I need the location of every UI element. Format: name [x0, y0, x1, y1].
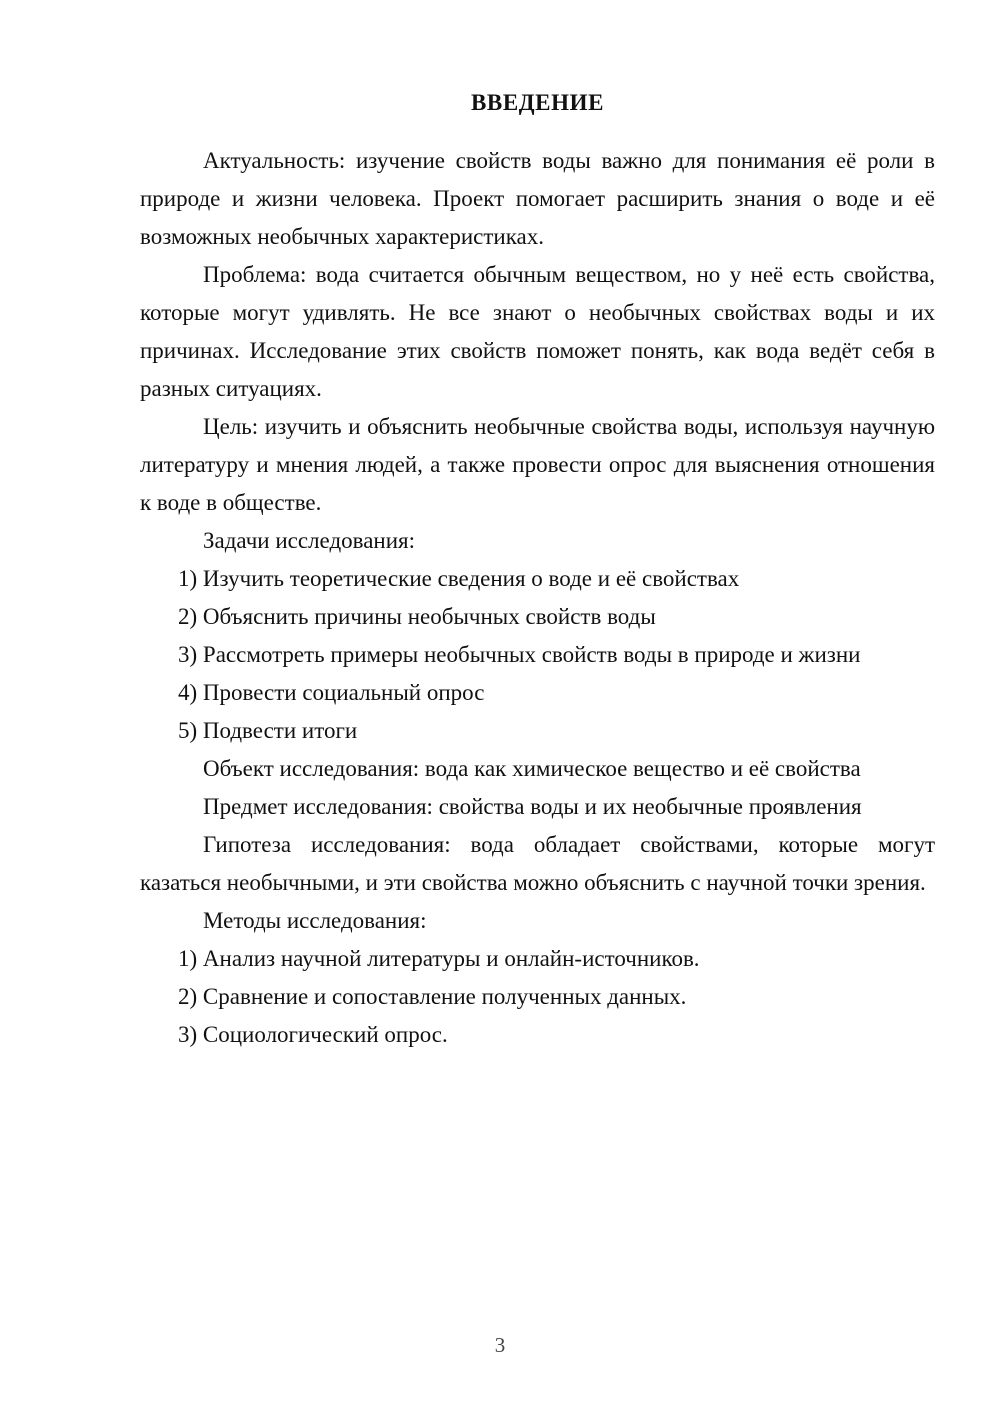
document-body — [140, 88, 935, 1054]
list-item: 2) Объяснить причины необычных свойств воды — [178, 604, 656, 629]
tasks-lead-in: Задачи исследования: — [203, 528, 416, 553]
paragraph-subject: Предмет исследования: свойства воды и их необычные проявления — [203, 794, 862, 819]
list-item: 1) Изучить теоретические сведения о воде и её свойствах — [178, 566, 740, 591]
paragraph-object: Объект исследования: вода как химическое вещество и её свойства — [203, 756, 861, 781]
page-title: ВВЕДЕНИЕ — [470, 90, 605, 115]
paragraph-relevance: Актуальность: изучение свойств воды важно для понимания её роли в природе и жизни человека. Проект помогает расширить знания о воде и её возможных необычных характеристиках. — [140, 148, 935, 249]
list-item: 5) Подвести итоги — [178, 718, 358, 743]
list-item: 3) Социологический опрос. — [178, 1022, 448, 1047]
paragraph-goal: Цель: изучить и объяснить необычные свойства воды, используя научную литературу и мнения людей, а также провести опрос для выяснения отношения к воде в обществе. — [140, 414, 935, 515]
paragraph-problem: Проблема: вода считается обычным веществом, но у неё есть свойства, которые могут удивлять. Не все знают о необычных свойствах воды и их причинах. Исследование этих свойств поможет понять, как вода ведёт себя в разных ситуациях. — [140, 262, 935, 401]
page-number: 3 — [494, 1333, 506, 1357]
tasks-list — [140, 560, 935, 750]
methods-list — [140, 940, 935, 1054]
list-item: 4) Провести социальный опрос — [178, 680, 485, 705]
list-item: 3) Рассмотреть примеры необычных свойств воды в природе и жизни — [178, 642, 861, 667]
methods-lead-in: Методы исследования: — [203, 908, 427, 933]
paragraph-hypothesis: Гипотеза исследования: вода обладает свойствами, которые могут казаться необычными, и эти свойства можно объяснить с научной точки зрения. — [140, 832, 935, 895]
list-item: 1) Анализ научной литературы и онлайн-источников. — [178, 946, 700, 971]
list-item: 2) Сравнение и сопоставление полученных данных. — [178, 984, 687, 1009]
